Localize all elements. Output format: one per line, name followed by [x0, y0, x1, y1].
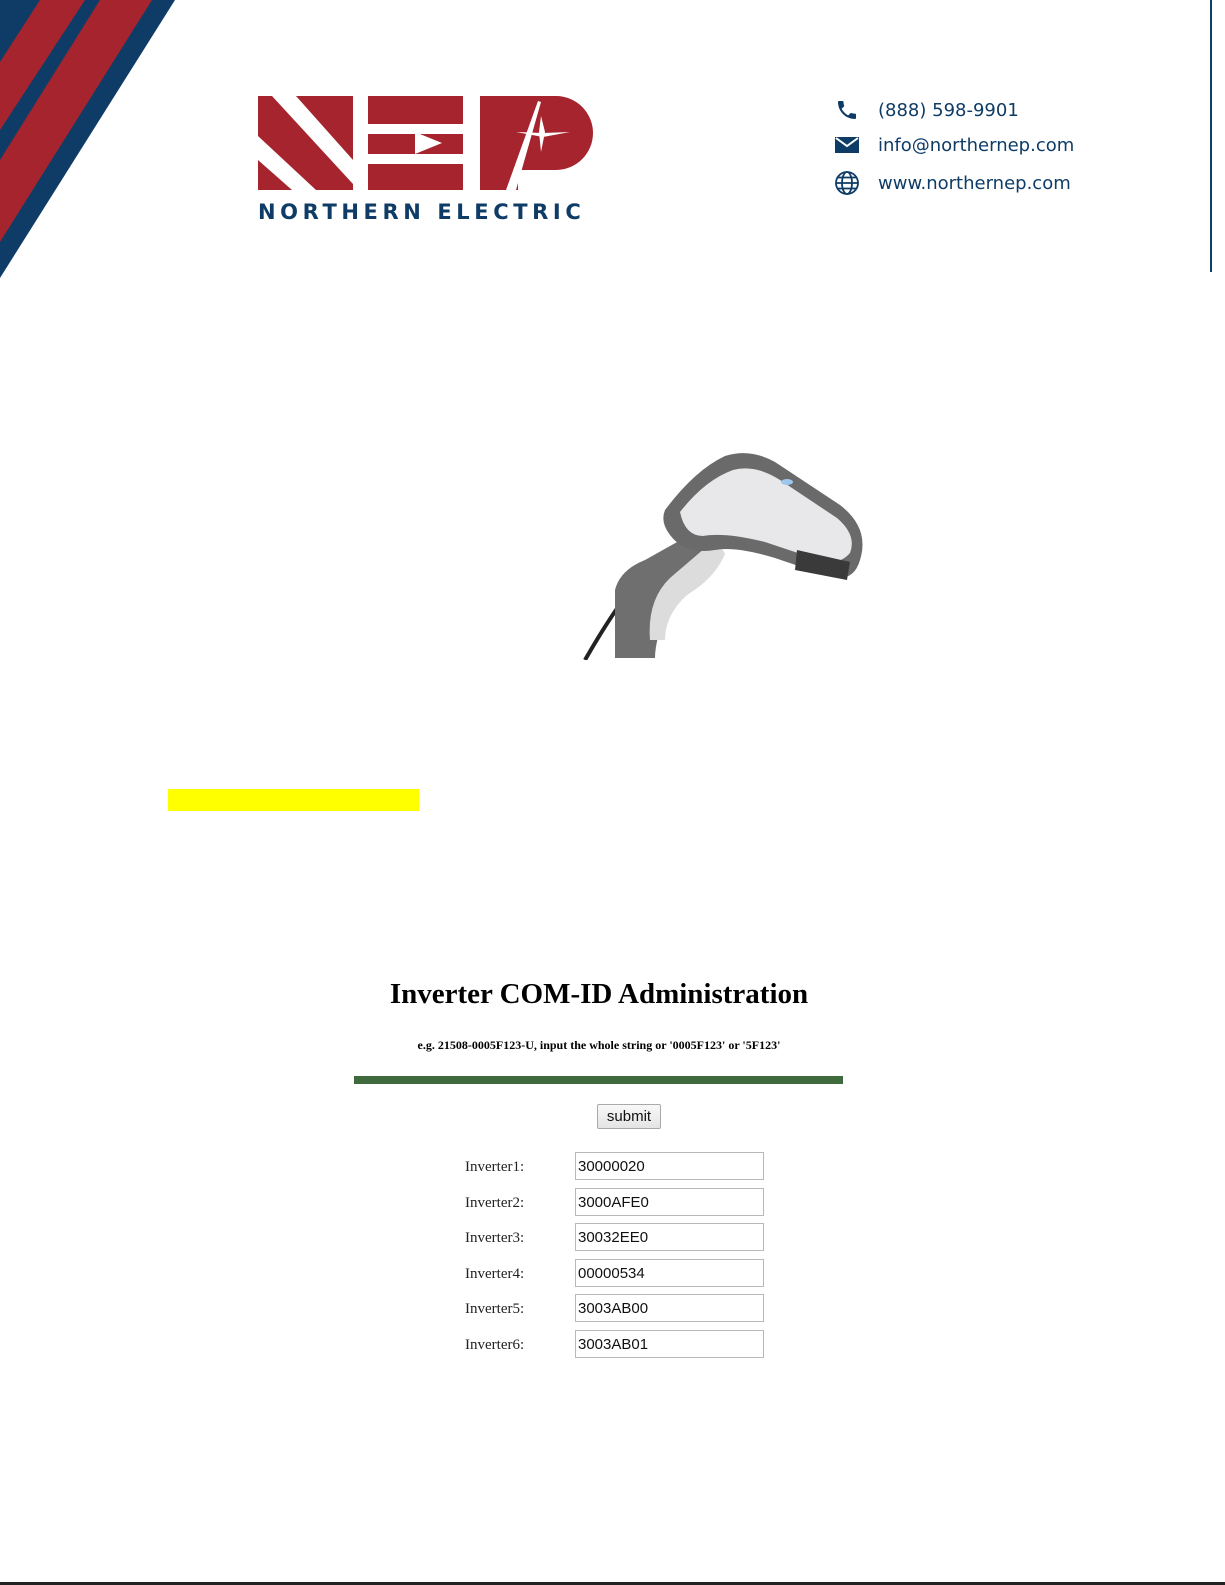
- inverter-row: [465, 1188, 770, 1220]
- inverter-label: Inverter5:: [465, 1301, 525, 1317]
- inverter-label: Inverter4:: [465, 1266, 525, 1282]
- nep-logo-mark: [258, 96, 593, 191]
- contact-email: [832, 130, 1132, 160]
- inverter-label: Inverter1:: [465, 1159, 525, 1175]
- inverter-input[interactable]: [575, 1223, 764, 1251]
- highlight-bar: [168, 789, 419, 811]
- inverter-label: Inverter2:: [465, 1195, 525, 1211]
- barcode-scanner-image: [575, 450, 875, 660]
- inverter-input[interactable]: [575, 1294, 764, 1322]
- inverter-row: [465, 1152, 770, 1184]
- contact-website: [832, 168, 1132, 198]
- inverter-row: [465, 1330, 770, 1362]
- email-address[interactable]: info@northernep.com: [878, 134, 1075, 156]
- inverter-row: [465, 1259, 770, 1291]
- website-url[interactable]: www.northernep.com: [878, 172, 1071, 194]
- inverter-label: Inverter3:: [465, 1230, 525, 1246]
- inverter-label: Inverter6:: [465, 1337, 525, 1353]
- corner-stripes: [0, 0, 200, 290]
- nep-logo: [258, 96, 593, 228]
- admin-title: Inverter COM-ID Administration: [389, 978, 809, 1010]
- inverter-input[interactable]: [575, 1152, 764, 1180]
- inverter-input[interactable]: [575, 1330, 764, 1358]
- admin-hint: e.g. 21508-0005F123-U, input the whole string or '0005F123' or '5F123': [417, 1038, 781, 1052]
- inverter-input[interactable]: [575, 1188, 764, 1216]
- inverter-row: [465, 1294, 770, 1326]
- globe-icon: [832, 168, 862, 198]
- inverter-row: [465, 1223, 770, 1255]
- green-divider: [354, 1076, 843, 1084]
- submit-button[interactable]: submit: [597, 1104, 661, 1129]
- mail-icon: [832, 130, 862, 160]
- inverter-input[interactable]: [575, 1259, 764, 1287]
- phone-number[interactable]: (888) 598-9901: [878, 99, 1019, 121]
- right-edge-line: [1210, 0, 1212, 272]
- phone-icon: [832, 95, 862, 125]
- logo-company-name: NORTHERN ELECTRIC: [258, 200, 586, 224]
- contact-phone: [832, 95, 1132, 125]
